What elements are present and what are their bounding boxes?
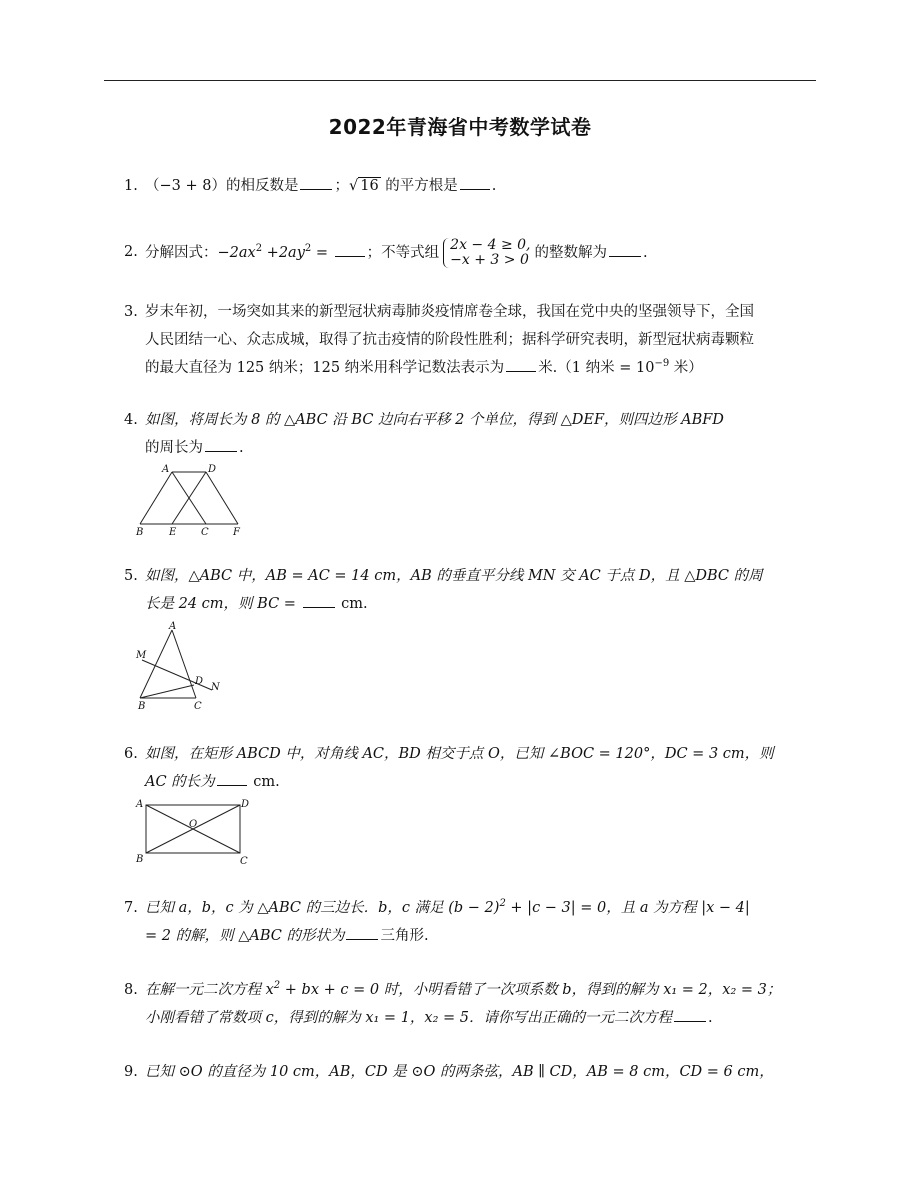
- label-d: D: [241, 799, 250, 810]
- label-c: C: [201, 527, 209, 538]
- header-rule: [104, 80, 816, 81]
- answer-blank[interactable]: [335, 240, 365, 257]
- label-b: B: [136, 527, 144, 538]
- question-3: 3. 岁末年初，一场突如其来的新型冠状病毒肺炎疫情席卷全球，我国在党中央的坚强领导下，全国 人民团结一心、众志成城，取得了抗击疫情的阶段性胜利；据科学研究表明，新型冠状病毒颗粒 的最大直径为 125 纳米；125 纳米用科学记数法表示为 米.（1 纳米 = $10^{-9}$ 米）: [124, 298, 820, 382]
- answer-blank[interactable]: [303, 591, 335, 608]
- label-c: C: [240, 856, 248, 866]
- label-b: B: [138, 701, 146, 710]
- question-7: 7. 已知 a，b，c 为 △ABC 的三边长．b，c 满足 $(b - 2)^2 + |c - 3| = 0$，且 a 为方程 |x − 4| = 2 的解，则 △ABC 的形状为 三角形.: [124, 894, 820, 950]
- inequality-system: 2x − 4 ≥ 0, −x + 3 > 0: [443, 238, 530, 268]
- label-o: O: [189, 819, 198, 830]
- label-d: D: [208, 464, 217, 475]
- label-c: C: [194, 701, 202, 710]
- question-number: 9.: [124, 1064, 138, 1080]
- label-d: D: [195, 676, 204, 687]
- answer-blank[interactable]: [300, 173, 332, 190]
- label-a: A: [162, 464, 170, 475]
- question-4: 4. 如图，将周长为 8 的 △ABC 沿 BC 边向右平移 2 个单位，得到 △DEF，则四边形 ABFD 的周长为 .: [124, 406, 820, 462]
- question-9: 9. 已知 ⊙O 的直径为 10 cm，AB，CD 是 ⊙O 的两条弦，AB ∥ CD，AB = 8 cm，CD = 6 cm，: [124, 1058, 820, 1086]
- label-n: N: [211, 682, 220, 693]
- label-a: A: [136, 799, 144, 810]
- figure-translated-triangles: [134, 462, 246, 538]
- answer-blank[interactable]: [506, 355, 536, 372]
- question-number: 3.: [124, 304, 138, 320]
- label-b: B: [136, 854, 144, 865]
- figure-isosceles-triangle: [132, 618, 228, 710]
- page-title: 2022年青海省中考数学试卷: [328, 115, 592, 139]
- answer-blank[interactable]: [205, 435, 237, 452]
- answer-blank[interactable]: [217, 769, 247, 786]
- question-2: 2. 分解因式：$-2ax^2 +2ay^2$ = ；不等式组 2x − 4 ≥ 0, −x + 3 > 0 的整数解为 .: [124, 237, 648, 268]
- question-number: 2.: [124, 244, 138, 260]
- question-8: 8. 在解一元二次方程 $x^2$ + bx + c = 0 时，小明看错了一次项系数 b，得到的解为 x₁ = 2，x₂ = 3； 小刚看错了常数项 c，得到的解为 x₁ = 1，x₂ = 5．请你写出正确的一元二次方程 .: [124, 976, 820, 1032]
- answer-blank[interactable]: [460, 173, 490, 190]
- question-number: 6.: [124, 746, 138, 762]
- label-f: F: [233, 527, 240, 538]
- question-number: 4.: [124, 412, 138, 428]
- answer-blank[interactable]: [674, 1005, 706, 1022]
- label-e: E: [169, 527, 177, 538]
- figure-rectangle-diagonals: [134, 796, 252, 866]
- question-1: 1. （−3 + 8）的相反数是 ；√ 16 的平方根是 .: [124, 172, 820, 200]
- answer-blank[interactable]: [609, 240, 641, 257]
- question-number: 7.: [124, 900, 138, 916]
- question-number: 5.: [124, 568, 138, 584]
- label-m: M: [136, 650, 147, 661]
- question-number: 1.: [124, 178, 138, 194]
- question-number: 8.: [124, 982, 138, 998]
- question-5: 5. 如图，△ABC 中，AB = AC = 14 cm，AB 的垂直平分线 MN 交 AC 于点 D，且 △DBC 的周 长是 24 cm，则 BC = cm.: [124, 562, 820, 618]
- question-6: 6. 如图，在矩形 ABCD 中，对角线 AC，BD 相交于点 O，已知 ∠BOC = 120°，DC = 3 cm，则 AC 的长为 cm.: [124, 740, 820, 796]
- answer-blank[interactable]: [346, 923, 378, 940]
- label-a: A: [169, 621, 177, 632]
